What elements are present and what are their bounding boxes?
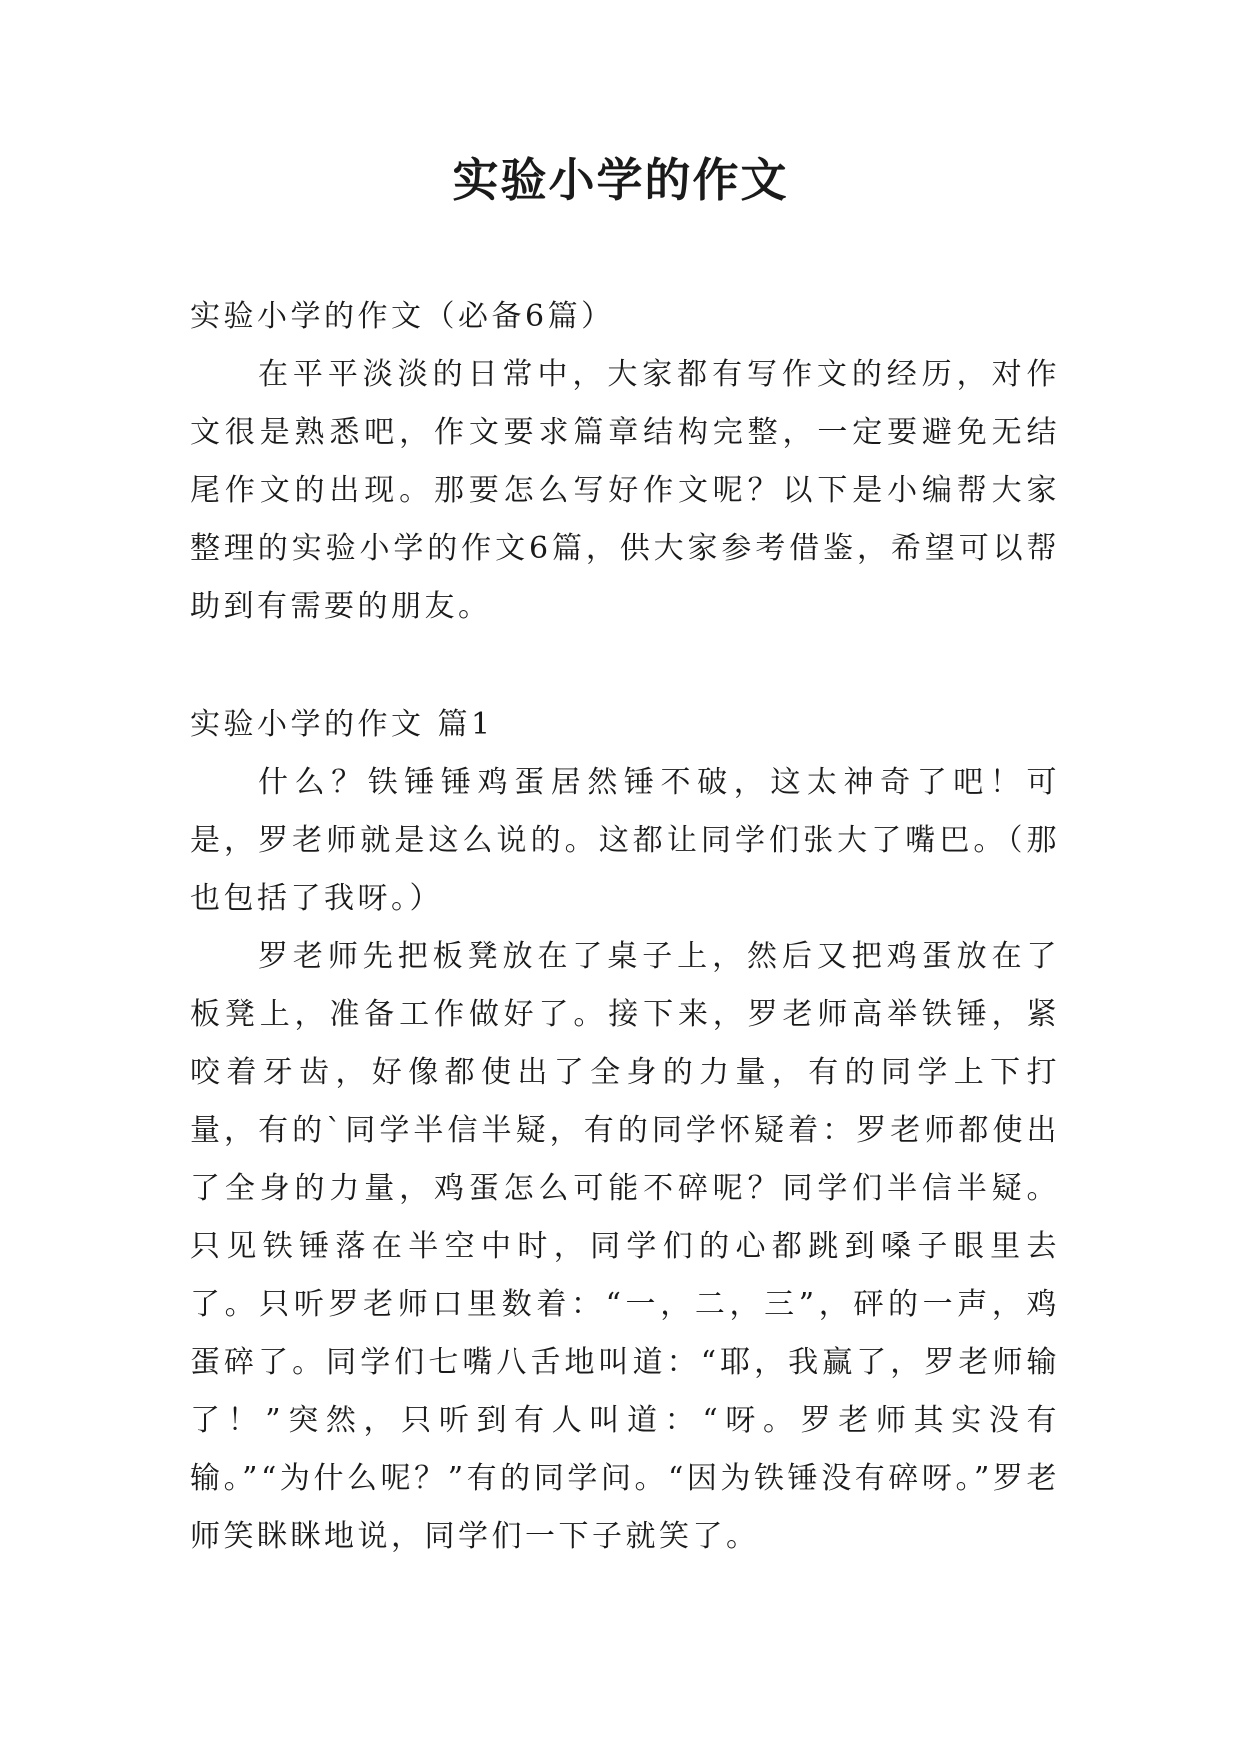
section-heading: 实验小学的作文 篇1 [190,707,494,742]
document-title: 实验小学的作文 [452,153,789,207]
body-paragraph: 什么？铁锤锤鸡蛋居然锤不破，这太神奇了吧！可是，罗老师就是这么说的。这都让同学们张大了嘴巴。（那也包括了我呀。） [190,765,1060,916]
intro-paragraph: 在平平淡淡的日常中，大家都有写作文的经历，对作文很是熟悉吧，作文要求篇章结构完整，一定要避免无结尾作文的出现。那要怎么写好作文呢？以下是小编帮大家整理的实验小学的作文6篇，供大家参考借鉴，希望可以帮助到有需要的朋友。 [190,357,1060,624]
body-paragraph: 罗老师先把板凳放在了桌子上，然后又把鸡蛋放在了板凳上，准备工作做好了。接下来，罗老师高举铁锤，紧咬着牙齿，好像都使出了全身的力量，有的同学上下打量，有的`同学半信半疑，有的同学怀疑着：罗老师都使出了全身的力量，鸡蛋怎么可能不碎呢？同学们半信半疑。只见铁锤落在半空中时，同学们的心都跳到嗓子眼里去了。只听罗老师口里数着：“一，二，三”，砰的一声，鸡蛋碎了。同学们七嘴八舌地叫道：“耶，我赢了，罗老师输了！”突然，只听到有人叫道：“呀。罗老师其实没有输。”“为什么呢？”有的同学问。“因为铁锤没有碎呀。”罗老师笑眯眯地说，同学们一下子就笑了。 [190,939,1060,1554]
document-subtitle: 实验小学的作文（必备6篇） [190,299,615,334]
section-spacer [190,636,1060,696]
document-body [190,288,1060,1566]
